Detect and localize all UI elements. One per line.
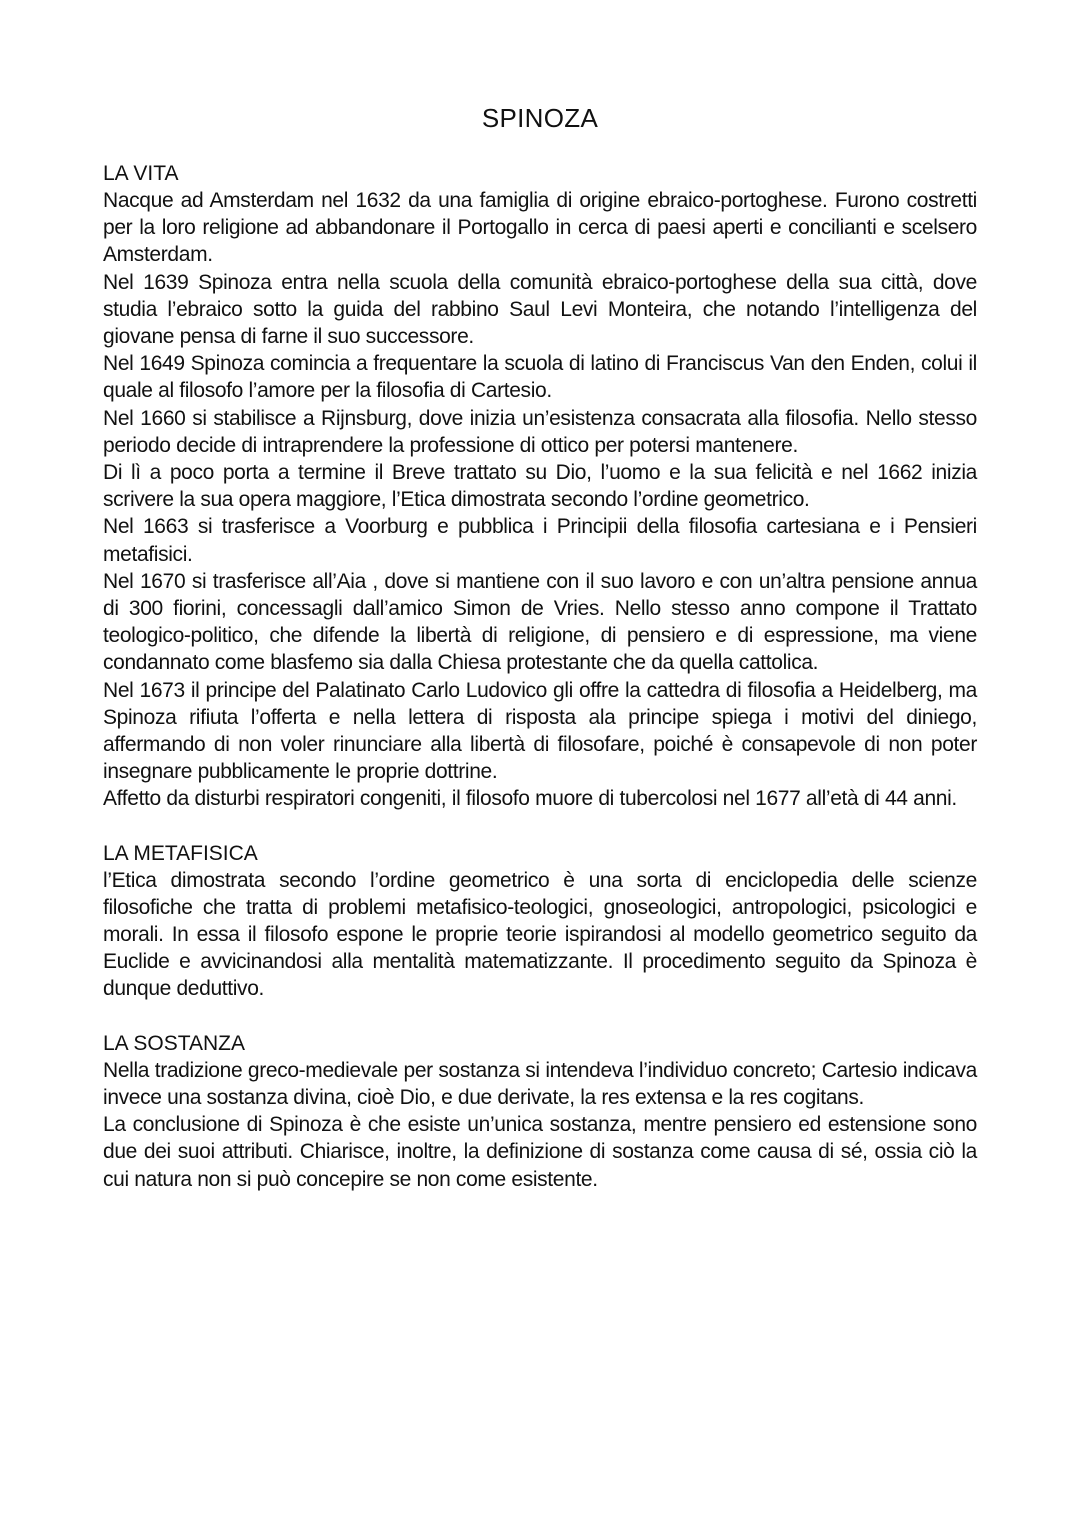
paragraph: l’Etica dimostrata secondo l’ordine geometrico è una sorta di enciclopedia delle scienze filosofiche che tratta di problemi metafisico-teologici, gnoseologici, antropologici, psicologici e morali. In essa il filosofo espone le proprie teorie ispirandosi al modello geometrico seguito da Euclide e avvicinandosi alla mentalità matematizzante. Il procedimento seguito da Spinoza è dunque deduttivo.: [103, 868, 977, 1001]
paragraph: Di lì a poco porta a termine il Breve trattato su Dio, l’uomo e la sua felicità e nel 1662 inizia scrivere la sua opera maggiore, l’Etica dimostrata secondo l’ordine geometrico.: [103, 461, 977, 512]
document-title: SPINOZA: [481, 103, 599, 133]
paragraph: La conclusione di Spinoza è che esiste un’unica sostanza, mentre pensiero ed estensione sono due dei suoi attributi. Chiarisce, inoltre, la definizione di sostanza come causa di sé, ossia ciò la cui natura non si può concepire se non come esistente.: [103, 1113, 977, 1191]
section-la-vita: [103, 160, 977, 813]
document-page: [103, 100, 977, 1220]
section-heading: LA VITA: [103, 162, 179, 185]
paragraph: Nacque ad Amsterdam nel 1632 da una famiglia di origine ebraico-portoghese. Furono costretti per la loro religione ad abbandonare il Portogallo in cerca di paesi aperti e concilianti e scelsero Amsterdam.: [103, 189, 977, 267]
paragraph: Nel 1660 si stabilisce a Rijnsburg, dove inizia un’esistenza consacrata alla filosofia. Nello stesso periodo decide di intraprendere la professione di ottico per potersi mantenere.: [103, 406, 977, 457]
paragraph: Nel 1639 Spinoza entra nella scuola della comunità ebraico-portoghese della sua città, dove studia l’ebraico sotto la guida del rabbino Saul Levi Monteira, che notando l’intelligenza del giovane pensa di farne il suo successore.: [103, 270, 977, 349]
section-la-metafisica: [103, 840, 977, 1003]
section-la-sostanza: [103, 1030, 977, 1193]
paragraph: Nella tradizione greco-medievale per sostanza si intendeva l’individuo concreto; Cartesio indicava invece una sostanza divina, cioè Dio, e due derivate, la res extensa e la res cogitans.: [103, 1058, 977, 1109]
section-heading: LA SOSTANZA: [103, 1031, 245, 1055]
section-heading: LA METAFISICA: [103, 841, 258, 865]
paragraph: Affetto da disturbi respiratori congeniti, il filosofo muore di tubercolosi nel 1677 all’età di 44 anni.: [103, 787, 957, 811]
paragraph: Nel 1670 si trasferisce all’Aia , dove si mantiene con il suo lavoro e con un’altra pensione annua di 300 fiorini, concessagli dall’amico Simon de Vries. Nello stesso anno compone il Trattato teologico-politico, che difende la libertà di religione, di pensiero e di espressione, ma viene condannato come blasfemo sia dalla Chiesa protestante che da quella cattolica.: [103, 569, 977, 675]
paragraph: Nel 1663 si trasferisce a Voorburg e pubblica i Principii della filosofia cartesiana e i Pensieri metafisici.: [103, 515, 977, 566]
paragraph: Nel 1673 il principe del Palatinato Carlo Ludovico gli offre la cattedra di filosofia a Heidelberg, ma Spinoza rifiuta l’offerta e nella lettera di risposta ala principe spiega i motivi del diniego, affermando di non voler rinunciare alla libertà di filosofare, poiché è consapevole di non poter insegnare pubblicamente le proprie dottrine.: [103, 678, 977, 784]
paragraph: Nel 1649 Spinoza comincia a frequentare la scuola di latino di Franciscus Van den Enden, colui il quale al filosofo l’amore per la filosofia di Cartesio.: [103, 352, 977, 403]
